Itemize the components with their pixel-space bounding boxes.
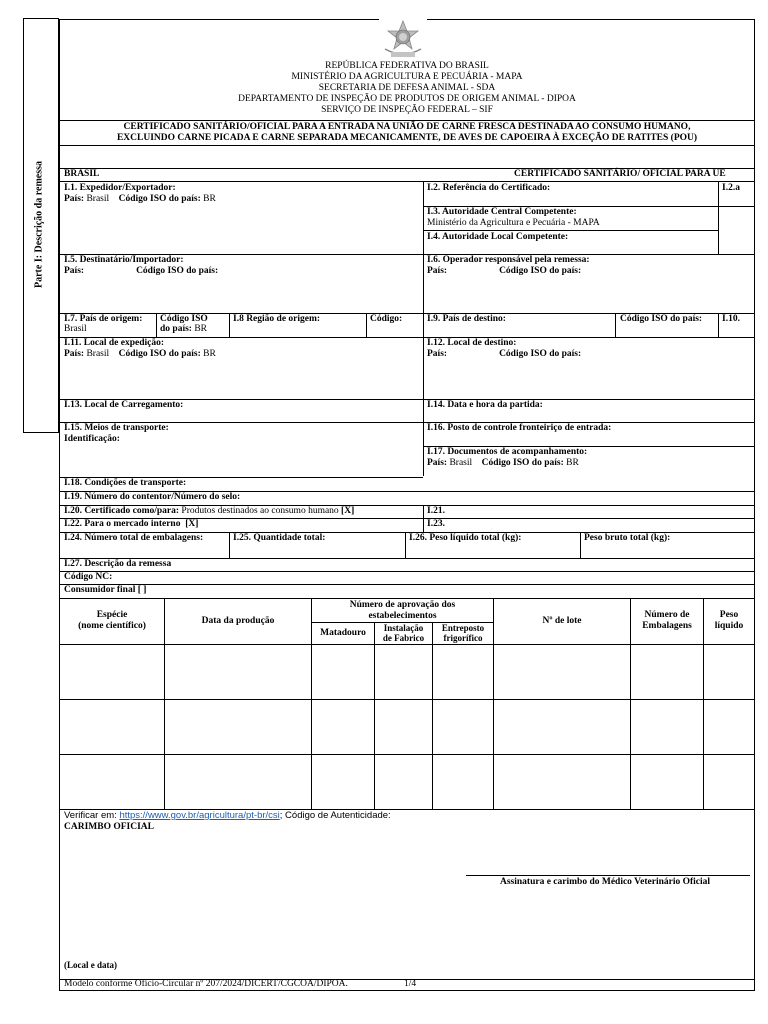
field-i7: I.7. País de origem: xyxy=(64,314,143,324)
i5-country-row: País: Código ISO do país: xyxy=(64,266,219,276)
header-line: DEPARTAMENTO DE INSPEÇÃO DE PRODUTOS DE ORIGEM ANIMAL - DIPOA xyxy=(238,94,576,104)
i12-country-row: País: Código ISO do país: xyxy=(427,349,582,359)
cert-label: CERTIFICADO SANITÁRIO/ OFICIAL PARA UE xyxy=(514,169,726,179)
header-institutions xyxy=(60,61,754,116)
field-i10: I.10. xyxy=(722,314,740,324)
signature-caption: Assinatura e carimbo do Médico Veterinário Oficial xyxy=(500,877,711,887)
signature-line xyxy=(466,875,750,876)
field-i16: I.16. Posto de controle fronteiriço de entrada: xyxy=(427,423,612,433)
field-i4: I.4. Autoridade Local Competente: xyxy=(427,232,569,242)
side-label: Parte I: Descrição da remessa xyxy=(33,161,45,288)
col-instalacao: Instalação de Fabrico xyxy=(382,623,425,643)
verification-link[interactable]: https://www.gov.br/agricultura/pt-br/csi xyxy=(119,810,280,821)
header-line: MINISTÉRIO DA AGRICULTURA E PECUÁRIA - MAPA xyxy=(291,72,523,82)
i7-iso-row: do país: BR xyxy=(160,324,208,334)
i17-country-row: País: Brasil Código ISO do país: BR xyxy=(427,458,579,468)
field-i25: I.25. Quantidade total: xyxy=(233,533,326,543)
local-data: (Local e data) xyxy=(64,960,117,970)
field-i26: I.26. Peso líquido total (kg): xyxy=(409,533,522,543)
col-matadouro: Matadouro xyxy=(320,628,366,638)
col-data-producao: Data da produção xyxy=(201,616,275,626)
field-i11: I.11. Local de expedição: xyxy=(64,338,165,348)
i15-identificacao: Identificação: xyxy=(64,434,120,444)
col-num-embalagens: Número de Embalagens xyxy=(642,610,692,631)
country-label: BRASIL xyxy=(64,169,100,179)
i7-iso-label: Código ISO xyxy=(160,314,208,324)
field-i13: I.13. Local de Carregamento: xyxy=(64,400,184,410)
field-consumidor-final: Consumidor final [ ] xyxy=(64,585,147,595)
field-i14: I.14. Data e hora da partida: xyxy=(427,400,543,410)
i1-country-row: País: Brasil Código ISO do país: BR xyxy=(64,194,216,204)
col-aprovacao: Número de aprovação dos estabelecimentos xyxy=(349,600,456,621)
coat-of-arms-emblem xyxy=(379,19,427,61)
field-i3: I.3. Autoridade Central Competente: xyxy=(427,207,577,217)
certificate-title xyxy=(60,122,754,144)
col-lote: Nº de lote xyxy=(542,616,582,626)
i6-country-row: País: Código ISO do país: xyxy=(427,266,582,276)
field-i20-row: I.20. Certificado como/para: Produtos destinados ao consumo humano [X] xyxy=(64,506,355,516)
col-especie: Espécie (nome científico) xyxy=(78,610,146,631)
field-peso-bruto: Peso bruto total (kg): xyxy=(584,533,671,543)
field-i21: I.21. xyxy=(427,506,445,516)
field-i22-row: I.22. Para o mercado interno [X] xyxy=(64,519,199,529)
field-i23: I.23. xyxy=(427,519,445,529)
field-i15: I.15. Meios de transporte: xyxy=(64,423,169,433)
header-line: REPÚBLICA FEDERATIVA DO BRASIL xyxy=(325,61,489,71)
field-i6: I.6. Operador responsável pela remessa: xyxy=(427,255,590,265)
header-line: SERVIÇO DE INSPEÇÃO FEDERAL – SIF xyxy=(321,105,493,115)
field-codigo-nc: Código NC: xyxy=(64,572,113,582)
field-i27: I.27. Descrição da remessa xyxy=(64,559,172,569)
field-i2: I.2. Referência do Certificado: xyxy=(427,183,551,193)
col-entreposto: Entreposto frigorífico xyxy=(441,623,485,643)
col-peso-liquido: Peso líquido xyxy=(714,610,744,631)
field-i8: I.8 Região de origem: xyxy=(233,314,321,324)
field-i18: I.18. Condições de transporte: xyxy=(64,478,187,488)
field-i24: I.24. Número total de embalagens: xyxy=(64,533,204,543)
i3-value: Ministério da Agricultura e Pecuária - MAPA xyxy=(427,218,600,228)
page-number: 1/4 xyxy=(404,979,417,989)
field-i5: I.5. Destinatário/Importador: xyxy=(64,255,184,265)
field-i9: I.9. País de destino: xyxy=(427,314,506,324)
model-note: Modelo conforme Ofício-Circular nº 207/2024/DICERT/CGCOA/DIPOA. xyxy=(64,979,348,989)
field-i12: I.12. Local de destino: xyxy=(427,338,517,348)
i7-value: Brasil xyxy=(64,324,87,334)
carimbo-oficial: CARIMBO OFICIAL xyxy=(64,822,154,832)
field-i19: I.19. Número do contentor/Número do selo: xyxy=(64,492,241,502)
i11-country-row: País: Brasil Código ISO do país: BR xyxy=(64,349,216,359)
field-i1: I.1. Expedidor/Exportador: xyxy=(64,183,176,193)
i8-codigo: Código: xyxy=(370,314,403,324)
verification-row: Verificar em: https://www.gov.br/agricultura/pt-br/csi; Código de Autenticidade: xyxy=(64,810,391,821)
i9-iso-label: Código ISO do país: xyxy=(620,314,703,324)
field-i2a: I.2.a xyxy=(722,183,740,193)
title-line-1: CERTIFICADO SANITÁRIO/OFICIAL PARA A ENTRADA NA UNIÃO DE CARNE FRESCA DESTINADA AO CONSUMO HUMANO, xyxy=(123,122,691,132)
header-line: SECRETARIA DE DEFESA ANIMAL - SDA xyxy=(318,83,496,93)
field-i17: I.17. Documentos de acompanhamento: xyxy=(427,447,588,457)
title-line-2: EXCLUINDO CARNE PICADA E CARNE SEPARADA MECANICAMENTE, DE AVES DE CAPOEIRA À EXCEÇÃO DE RATITES (POU) xyxy=(116,133,698,143)
